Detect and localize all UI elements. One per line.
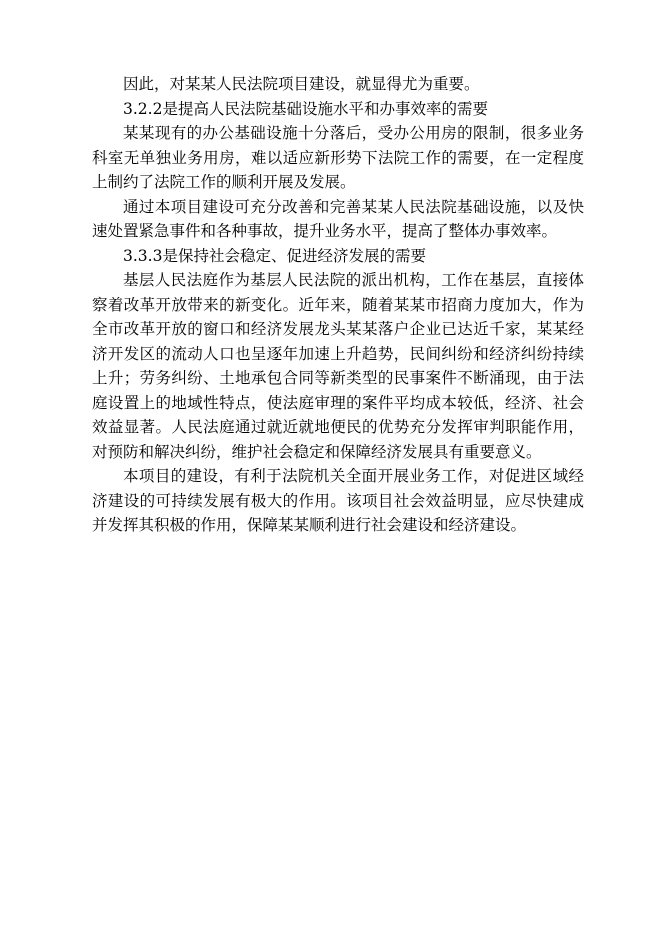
paragraph-line: 速处置紧急事件和各种事故，提升业务水平，提高了整体办事效率。 xyxy=(92,222,558,240)
section-heading-3-2-2: 3.2.2是提高人民法院基础设施水平和办事效率的需要 xyxy=(123,99,488,118)
paragraph-line: 并发挥其积极的作用，保障某某顺利进行社会建设和经济建设。 xyxy=(92,516,527,534)
paragraph-line: 济建设的可持续发展有极大的作用。该项目社会效益明显，应尽快建成 xyxy=(92,491,584,510)
paragraph-line: 全市改革开放的窗口和经济发展龙头某某落户企业已达近千家，某某经 xyxy=(92,320,584,338)
paragraph-line: 庭设置上的地域性特点，使法庭审理的案件平均成本较低，经济、社会 xyxy=(92,393,584,412)
paragraph-line: 察着改革开放带来的新变化。近年来，随着某某市招商力度加大，作为 xyxy=(92,295,584,314)
section-heading-3-3-3: 3.3.3是保持社会稳定、促进经济发展的需要 xyxy=(123,246,426,265)
document-body xyxy=(92,72,584,538)
paragraph-line: 济开发区的流动人口也呈逐年加速上升趋势，民间纠纷和经济纠纷持续 xyxy=(92,344,584,363)
paragraph-line: 某某现有的办公基础设施十分落后，受办公用房的限制，很多业务 xyxy=(123,124,584,142)
paragraph-line: 因此，对某某人民法院项目建设，就显得尤为重要。 xyxy=(123,75,480,93)
paragraph-line: 效益显著。人民法庭通过就近就地便民的优势充分发挥审判职能作用， xyxy=(92,418,584,436)
paragraph-line: 对预防和解决纠纷，维护社会稳定和保障经济发展具有重要意义。 xyxy=(92,442,542,461)
paragraph-line: 本项目的建设，有利于法院机关全面开展业务工作，对促进区域经 xyxy=(123,467,584,485)
paragraph-line: 科室无单独业务用房，难以适应新形势下法院工作的需要，在一定程度 xyxy=(92,148,584,167)
paragraph-line: 上制约了法院工作的顺利开展及发展。 xyxy=(92,173,356,191)
paragraph-line: 基层人民法庭作为基层人民法院的派出机构，工作在基层，直接体 xyxy=(123,271,584,289)
paragraph-line: 通过本项目建设可充分改善和完善某某人民法院基础设施，以及快 xyxy=(123,197,584,216)
paragraph-line: 上升；劳务纠纷、土地承包合同等新类型的民事案件不断涌现，由于法 xyxy=(92,369,584,387)
